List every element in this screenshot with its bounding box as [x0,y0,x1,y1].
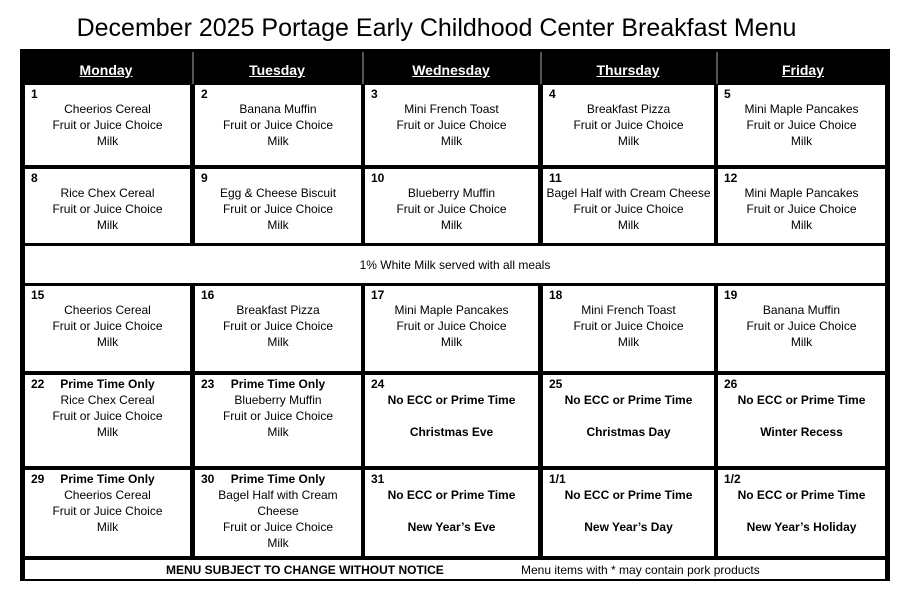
date-number: 22 [31,377,45,391]
menu-item: Cheerios Cereal [64,303,151,317]
menu-item: Milk [267,134,289,148]
date-number: 25 [549,377,563,391]
day-cell-29 [25,470,190,556]
menu-item: Blueberry Muffin [234,393,322,407]
menu-item: Fruit or Juice Choice [52,118,163,132]
day-cell-jan-1 [543,470,714,556]
menu-item: Fruit or Juice Choice [52,319,163,333]
holiday-name: New Year’s Eve [407,520,496,534]
menu-item: Rice Chex Cereal [60,186,155,200]
menu-item: Fruit or Juice Choice [52,504,163,518]
menu-item: Egg & Cheese Biscuit [219,186,337,200]
date-number: 11 [549,171,562,185]
holiday-name: Winter Recess [760,425,843,439]
header-tuesday: Tuesday [192,49,362,84]
milk-note: 1% White Milk served with all meals [25,246,885,283]
header-thursday: Thursday [540,49,716,84]
menu-item: Mini French Toast [404,102,499,116]
day-cell-18 [543,286,714,371]
menu-item: Milk [267,335,289,349]
menu-item: Cheerios Cereal [64,102,151,116]
closed-notice: No ECC or Prime Time [564,488,693,502]
holiday-name: Christmas Day [586,425,671,439]
menu-item: Banana Muffin [239,102,317,116]
header-friday: Friday [716,49,890,84]
day-cell-31 [365,470,538,556]
day-cell-16 [195,286,361,371]
day-cell-30 [195,470,361,556]
header-wednesday: Wednesday [362,49,540,84]
weekday-header [20,49,890,84]
menu-item: Fruit or Juice Choice [396,118,507,132]
date-number: 1/1 [549,472,566,486]
menu-item: Rice Chex Cereal [60,393,155,407]
menu-item: Milk [790,335,813,349]
menu-item: Mini French Toast [581,303,676,317]
menu-item: Mini Maple Pancakes [744,102,859,116]
closed-notice: No ECC or Prime Time [737,488,866,502]
day-cell-1 [25,85,190,165]
date-number: 1/2 [724,472,741,486]
menu-item: Milk [96,520,119,534]
change-notice: MENU SUBJECT TO CHANGE WITHOUT NOTICE [166,563,444,577]
menu-item: Milk [267,218,289,232]
closed-notice: No ECC or Prime Time [737,393,866,407]
date-number: 30 [201,472,215,486]
date-number: 17 [371,288,385,302]
holiday-name: Christmas Eve [409,425,494,439]
day-cell-2 [195,85,361,165]
prime-time-label: Prime Time Only [60,377,155,391]
menu-item: Milk [96,134,119,148]
closed-notice: No ECC or Prime Time [387,393,516,407]
menu-item: Milk [267,425,289,439]
menu-item: Milk [440,218,463,232]
day-cell-26 [718,375,885,466]
menu-item: Fruit or Juice Choice [396,202,507,216]
date-number: 2 [201,87,208,101]
menu-item: Milk [617,218,640,232]
date-number: 9 [201,171,208,185]
menu-item: Fruit or Juice Choice [746,319,857,333]
page-title: December 2025 Portage Early Childhood Center Breakfast Menu [76,14,797,42]
day-cell-5 [718,85,885,165]
date-number: 15 [31,288,45,302]
day-cell-22 [25,375,190,466]
menu-item: Fruit or Juice Choice [573,319,684,333]
day-cell-10 [365,169,538,243]
prime-time-label: Prime Time Only [60,472,155,486]
date-number: 4 [549,87,556,101]
date-number: 26 [724,377,738,391]
menu-item: Milk [440,335,463,349]
date-number: 31 [371,472,385,486]
menu-item: Milk [790,134,813,148]
date-number: 24 [371,377,385,391]
holiday-name: New Year’s Day [584,520,673,534]
closed-notice: No ECC or Prime Time [387,488,516,502]
menu-item: Fruit or Juice Choice [222,202,334,216]
holiday-name: New Year’s Holiday [746,520,857,534]
pork-note: Menu items with * may contain pork products [521,563,760,577]
menu-item: Fruit or Juice Choice [746,202,857,216]
menu-item: Milk [617,335,640,349]
day-cell-19 [718,286,885,371]
day-cell-9 [195,169,361,243]
day-cell-17 [365,286,538,371]
prime-time-label: Prime Time Only [230,377,326,391]
menu-item: Milk [96,218,119,232]
menu-item: Milk [96,425,119,439]
date-number: 1 [31,87,38,101]
menu-item: Fruit or Juice Choice [52,202,163,216]
menu-item: Cheese [257,504,299,518]
menu-item: Milk [617,134,640,148]
day-cell-15 [25,286,190,371]
day-cell-4 [543,85,714,165]
day-cell-25 [543,375,714,466]
date-number: 5 [724,87,731,101]
menu-item: Breakfast Pizza [236,303,320,317]
prime-time-label: Prime Time Only [230,472,326,486]
date-number: 18 [549,288,563,302]
closed-notice: No ECC or Prime Time [564,393,693,407]
menu-item: Banana Muffin [762,303,841,317]
menu-item: Breakfast Pizza [586,102,671,116]
menu-item: Fruit or Juice Choice [222,118,334,132]
date-number: 8 [31,171,38,185]
menu-item: Fruit or Juice Choice [573,118,684,132]
menu-item: Milk [267,536,289,550]
menu-item: Fruit or Juice Choice [222,409,334,423]
header-monday: Monday [79,62,133,78]
footer [25,560,885,579]
menu-item: Mini Maple Pancakes [744,186,859,200]
menu-item: Fruit or Juice Choice [52,409,163,423]
date-number: 3 [371,87,378,101]
menu-item: Fruit or Juice Choice [746,118,857,132]
day-cell-12 [718,169,885,243]
date-number: 16 [201,288,215,302]
date-number: 10 [371,171,385,185]
menu-item: Fruit or Juice Choice [222,319,334,333]
menu-item: Mini Maple Pancakes [394,303,509,317]
menu-item: Milk [790,218,813,232]
day-cell-23 [195,375,361,466]
day-cell-3 [365,85,538,165]
day-cell-24 [365,375,538,466]
menu-item: Bagel Half with Cream Cheese [546,186,711,200]
day-cell-11 [543,169,714,243]
menu-calendar [20,49,890,581]
menu-item: Milk [440,134,463,148]
menu-item: Bagel Half with Cream [218,488,338,502]
day-cell-jan-2 [718,470,885,556]
menu-item: Milk [96,335,119,349]
date-number: 23 [201,377,215,391]
menu-item: Cheerios Cereal [64,488,151,502]
day-cell-8 [25,169,190,243]
menu-item: Blueberry Muffin [407,186,496,200]
date-number: 19 [724,288,738,302]
menu-item: Fruit or Juice Choice [573,202,684,216]
date-number: 12 [724,171,738,185]
menu-item: Fruit or Juice Choice [222,520,334,534]
date-number: 29 [31,472,45,486]
menu-item: Fruit or Juice Choice [396,319,507,333]
